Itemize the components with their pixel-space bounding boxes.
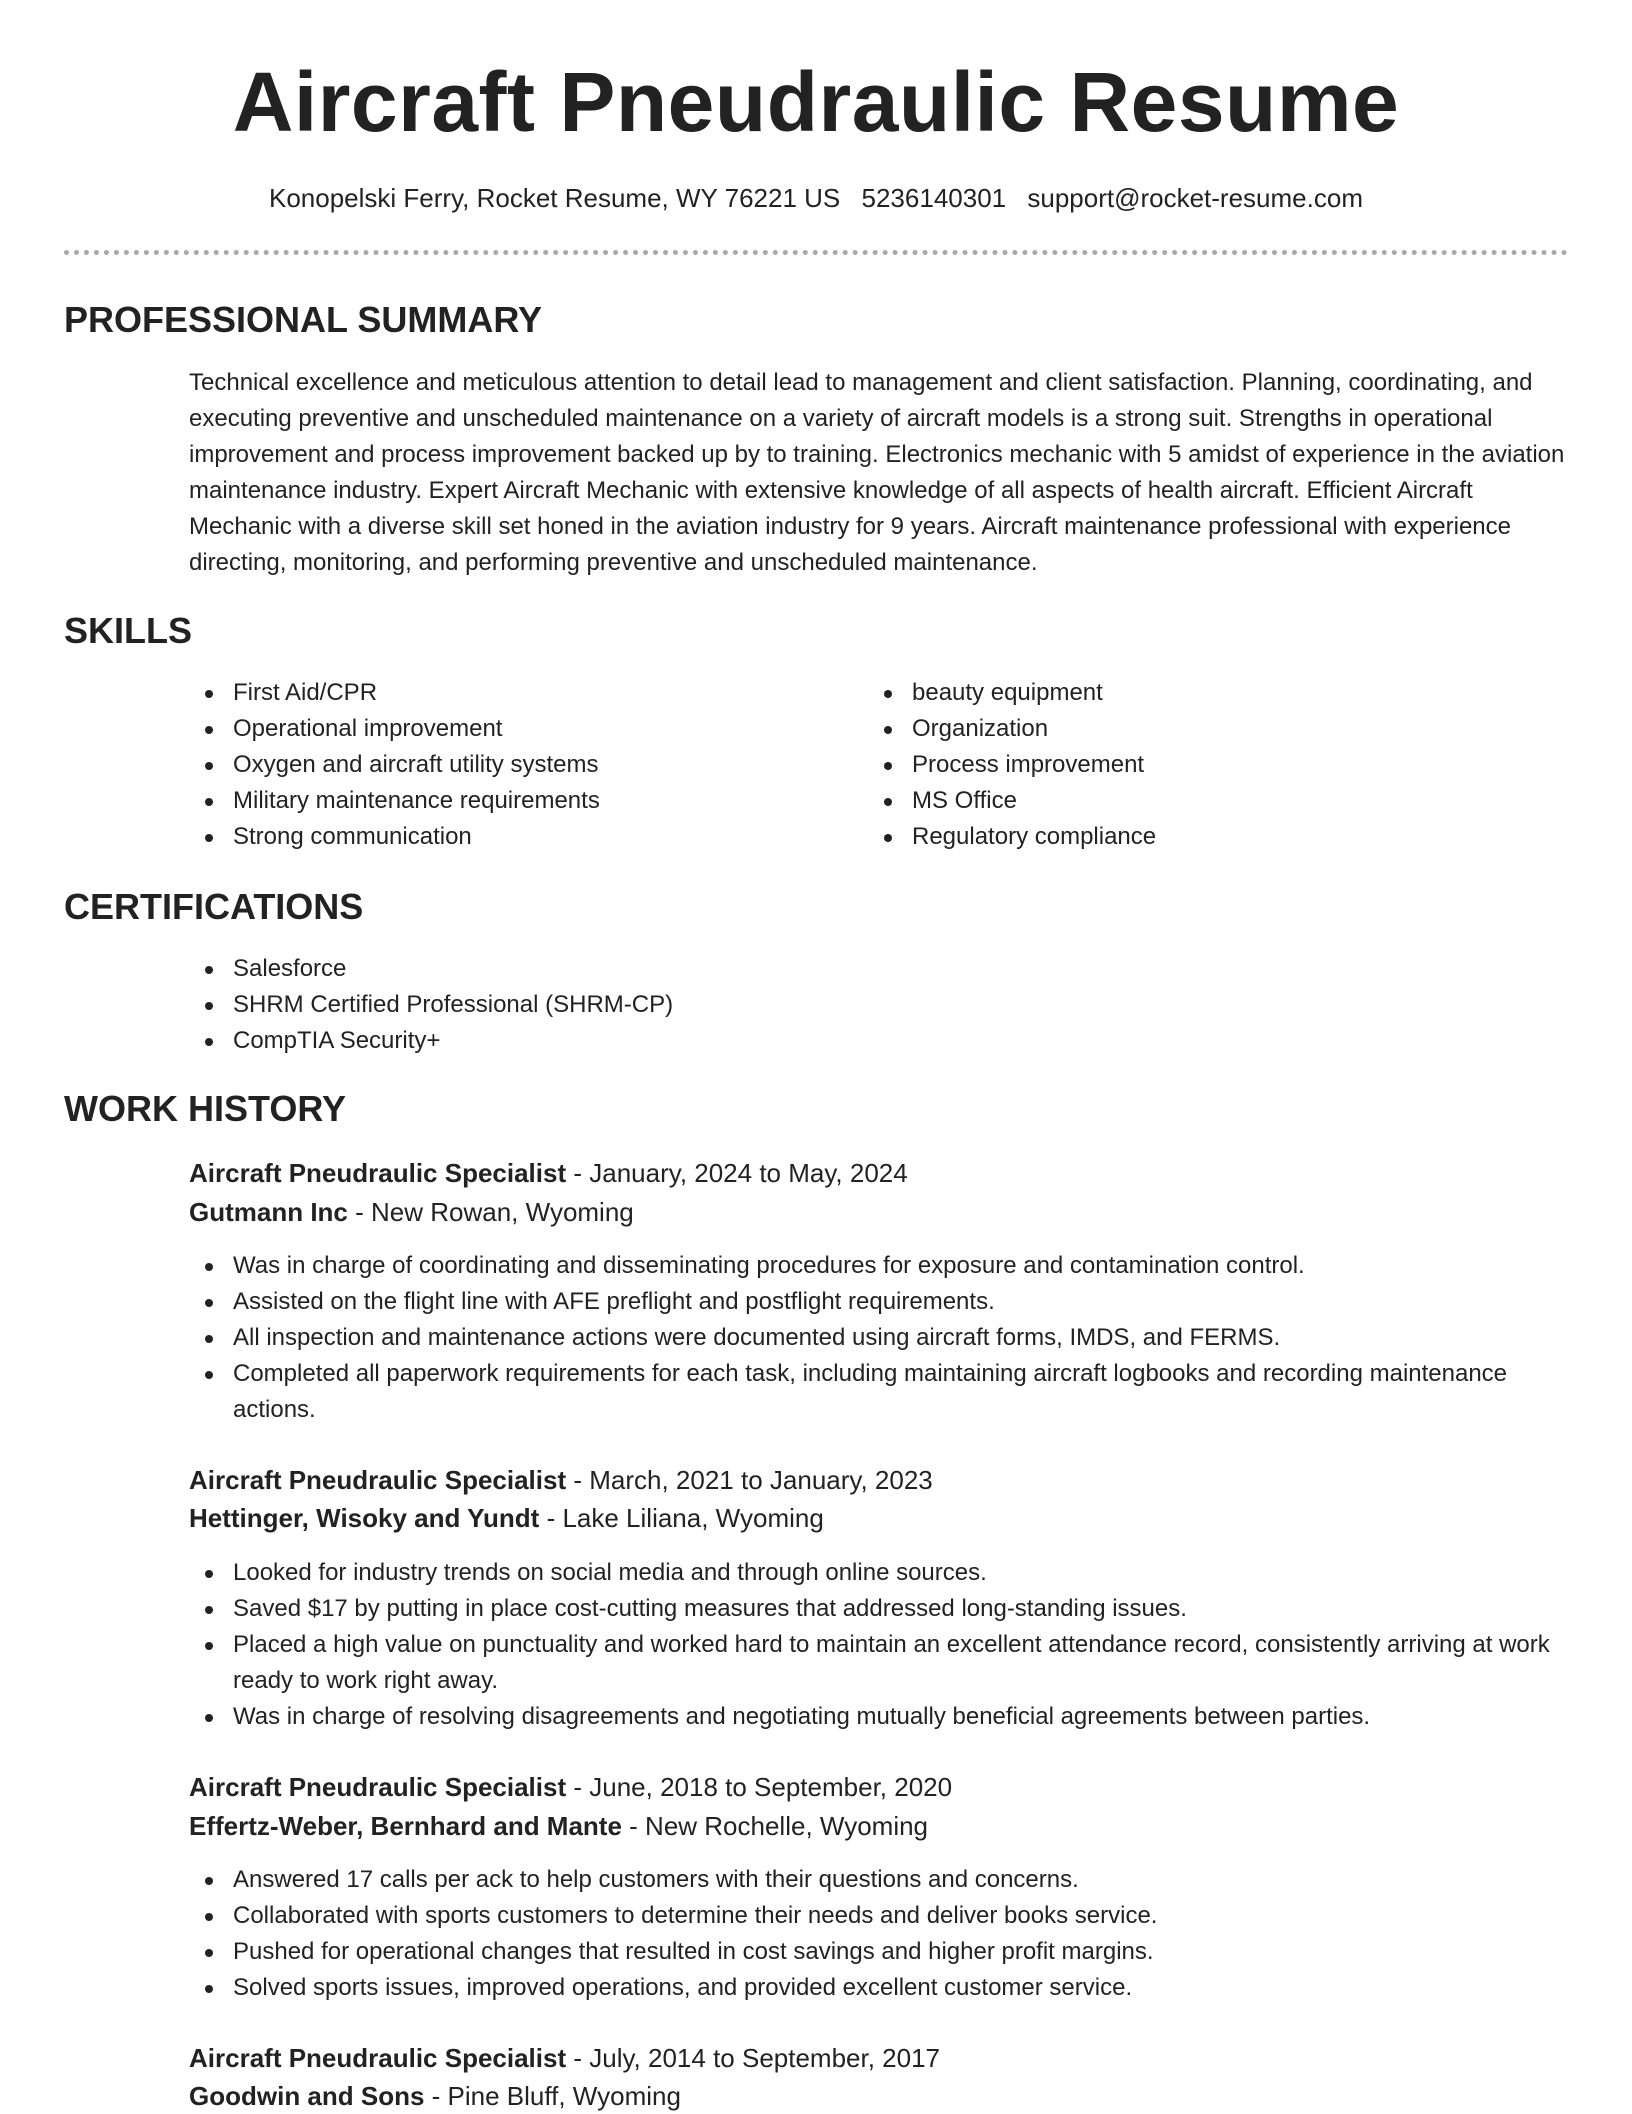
skill-item: Oxygen and aircraft utility systems (189, 747, 829, 783)
skill-item: Regulatory compliance (868, 819, 1508, 855)
summary-text: Technical excellence and meticulous attention to detail lead to management and client satisfaction. Planning, coordinating, and executing preventive and unscheduled maintenance on a variety of aircraft models is a strong suit. Strengths in operational improvement and process improvement backed up by to training. Electronics mechanic with 5 amidst of experience in the aviation maintenance industry. Expert Aircraft Mechanic with extensive knowledge of all aspects of health aircraft. Efficient Aircraft Mechanic with a diverse skill set honed in the aviation industry for 9 years. Aircraft maintenance professional with experience directing, monitoring, and performing preventive and unscheduled maintenance. (189, 369, 1565, 576)
job-duties-list (189, 1248, 1569, 1428)
job-title: Aircraft Pneudraulic Specialist (189, 1158, 567, 1188)
skill-item: Process improvement (868, 747, 1508, 783)
job-dates: - March, 2021 to January, 2023 (566, 1465, 933, 1495)
job-duty-item: Placed a high value on punctuality and worked hard to maintain an excellent attendance record, consistently arriving at work ready to work right away. (189, 1627, 1569, 1699)
job-company: Goodwin and Sons (189, 2081, 425, 2111)
resume-title: Aircraft Pneudraulic Resume (232, 55, 1400, 149)
job-duty-item: Collaborated with sports customers to determine their needs and deliver books service. (189, 1898, 1569, 1934)
skill-item: Organization (868, 711, 1508, 747)
job-dates: - January, 2024 to May, 2024 (566, 1158, 908, 1188)
job-title: Aircraft Pneudraulic Specialist (189, 2043, 567, 2073)
job-duty-item: Was in charge of coordinating and disseminating procedures for exposure and contamination control. (189, 1248, 1569, 1284)
job-company: Effertz-Weber, Bernhard and Mante (189, 1811, 622, 1841)
job-location: - Pine Bluff, Wyoming (424, 2081, 681, 2111)
job-duties-list (189, 1555, 1569, 1735)
job-title-line (189, 2040, 940, 2076)
job-dates: - June, 2018 to September, 2020 (566, 1772, 953, 1802)
job-duty-item: Assisted on the flight line with AFE preflight and postflight requirements. (189, 1284, 1569, 1320)
job-title-line (189, 1769, 952, 1805)
header-divider (64, 250, 1568, 255)
summary-heading: PROFESSIONAL SUMMARY (64, 299, 543, 340)
contact-info (0, 181, 1632, 215)
skill-item: First Aid/CPR (189, 675, 829, 711)
job-title-line (189, 1155, 908, 1191)
certifications-heading: CERTIFICATIONS (64, 886, 364, 927)
certification-item: CompTIA Security+ (189, 1023, 1189, 1059)
job-duty-item: Completed all paperwork requirements for each task, including maintaining aircraft logbooks and recording maintenance actions. (189, 1356, 1569, 1428)
job-duty-item: Saved $17 by putting in place cost-cutting measures that addressed long-standing issues. (189, 1591, 1569, 1627)
skill-item: Operational improvement (189, 711, 829, 747)
work-history-heading: WORK HISTORY (64, 1088, 347, 1129)
job-duty-item: All inspection and maintenance actions were documented using aircraft forms, IMDS, and FERMS. (189, 1320, 1569, 1356)
job-company-line (189, 1808, 928, 1844)
skills-list-right (868, 675, 1508, 855)
job-title: Aircraft Pneudraulic Specialist (189, 1465, 567, 1495)
skill-item: Strong communication (189, 819, 829, 855)
job-company-line (189, 1500, 824, 1536)
job-duty-item: Was in charge of resolving disagreements and negotiating mutually beneficial agreements between parties. (189, 1699, 1569, 1735)
skill-item: MS Office (868, 783, 1508, 819)
job-company: Hettinger, Wisoky and Yundt (189, 1503, 540, 1533)
contact-phone: 5236140301 (861, 183, 1007, 213)
certification-item: SHRM Certified Professional (SHRM-CP) (189, 987, 1189, 1023)
job-location: - New Rochelle, Wyoming (621, 1811, 929, 1841)
job-duties-list (189, 1862, 1569, 2006)
job-duty-item: Looked for industry trends on social media and through online sources. (189, 1555, 1569, 1591)
job-duty-item: Pushed for operational changes that resulted in cost savings and higher profit margins. (189, 1934, 1569, 1970)
job-company: Gutmann Inc (189, 1197, 348, 1227)
job-title-line (189, 1462, 933, 1498)
skill-item: beauty equipment (868, 675, 1508, 711)
job-dates: - July, 2014 to September, 2017 (566, 2043, 941, 2073)
contact-address: Konopelski Ferry, Rocket Resume, WY 76221 US (269, 183, 841, 213)
contact-email: support@rocket-resume.com (1027, 183, 1363, 213)
job-duty-item: Solved sports issues, improved operations, and provided excellent customer service. (189, 1970, 1569, 2006)
certifications-list (189, 951, 1189, 1059)
skill-item: Military maintenance requirements (189, 783, 829, 819)
skills-heading: SKILLS (64, 610, 193, 651)
certification-item: Salesforce (189, 951, 1189, 987)
job-location: - Lake Liliana, Wyoming (539, 1503, 824, 1533)
skills-list-left (189, 675, 829, 855)
job-location: - New Rowan, Wyoming (347, 1197, 634, 1227)
job-company-line (189, 2078, 681, 2114)
job-title: Aircraft Pneudraulic Specialist (189, 1772, 567, 1802)
job-duty-item: Answered 17 calls per ack to help customers with their questions and concerns. (189, 1862, 1569, 1898)
job-company-line (189, 1194, 634, 1230)
